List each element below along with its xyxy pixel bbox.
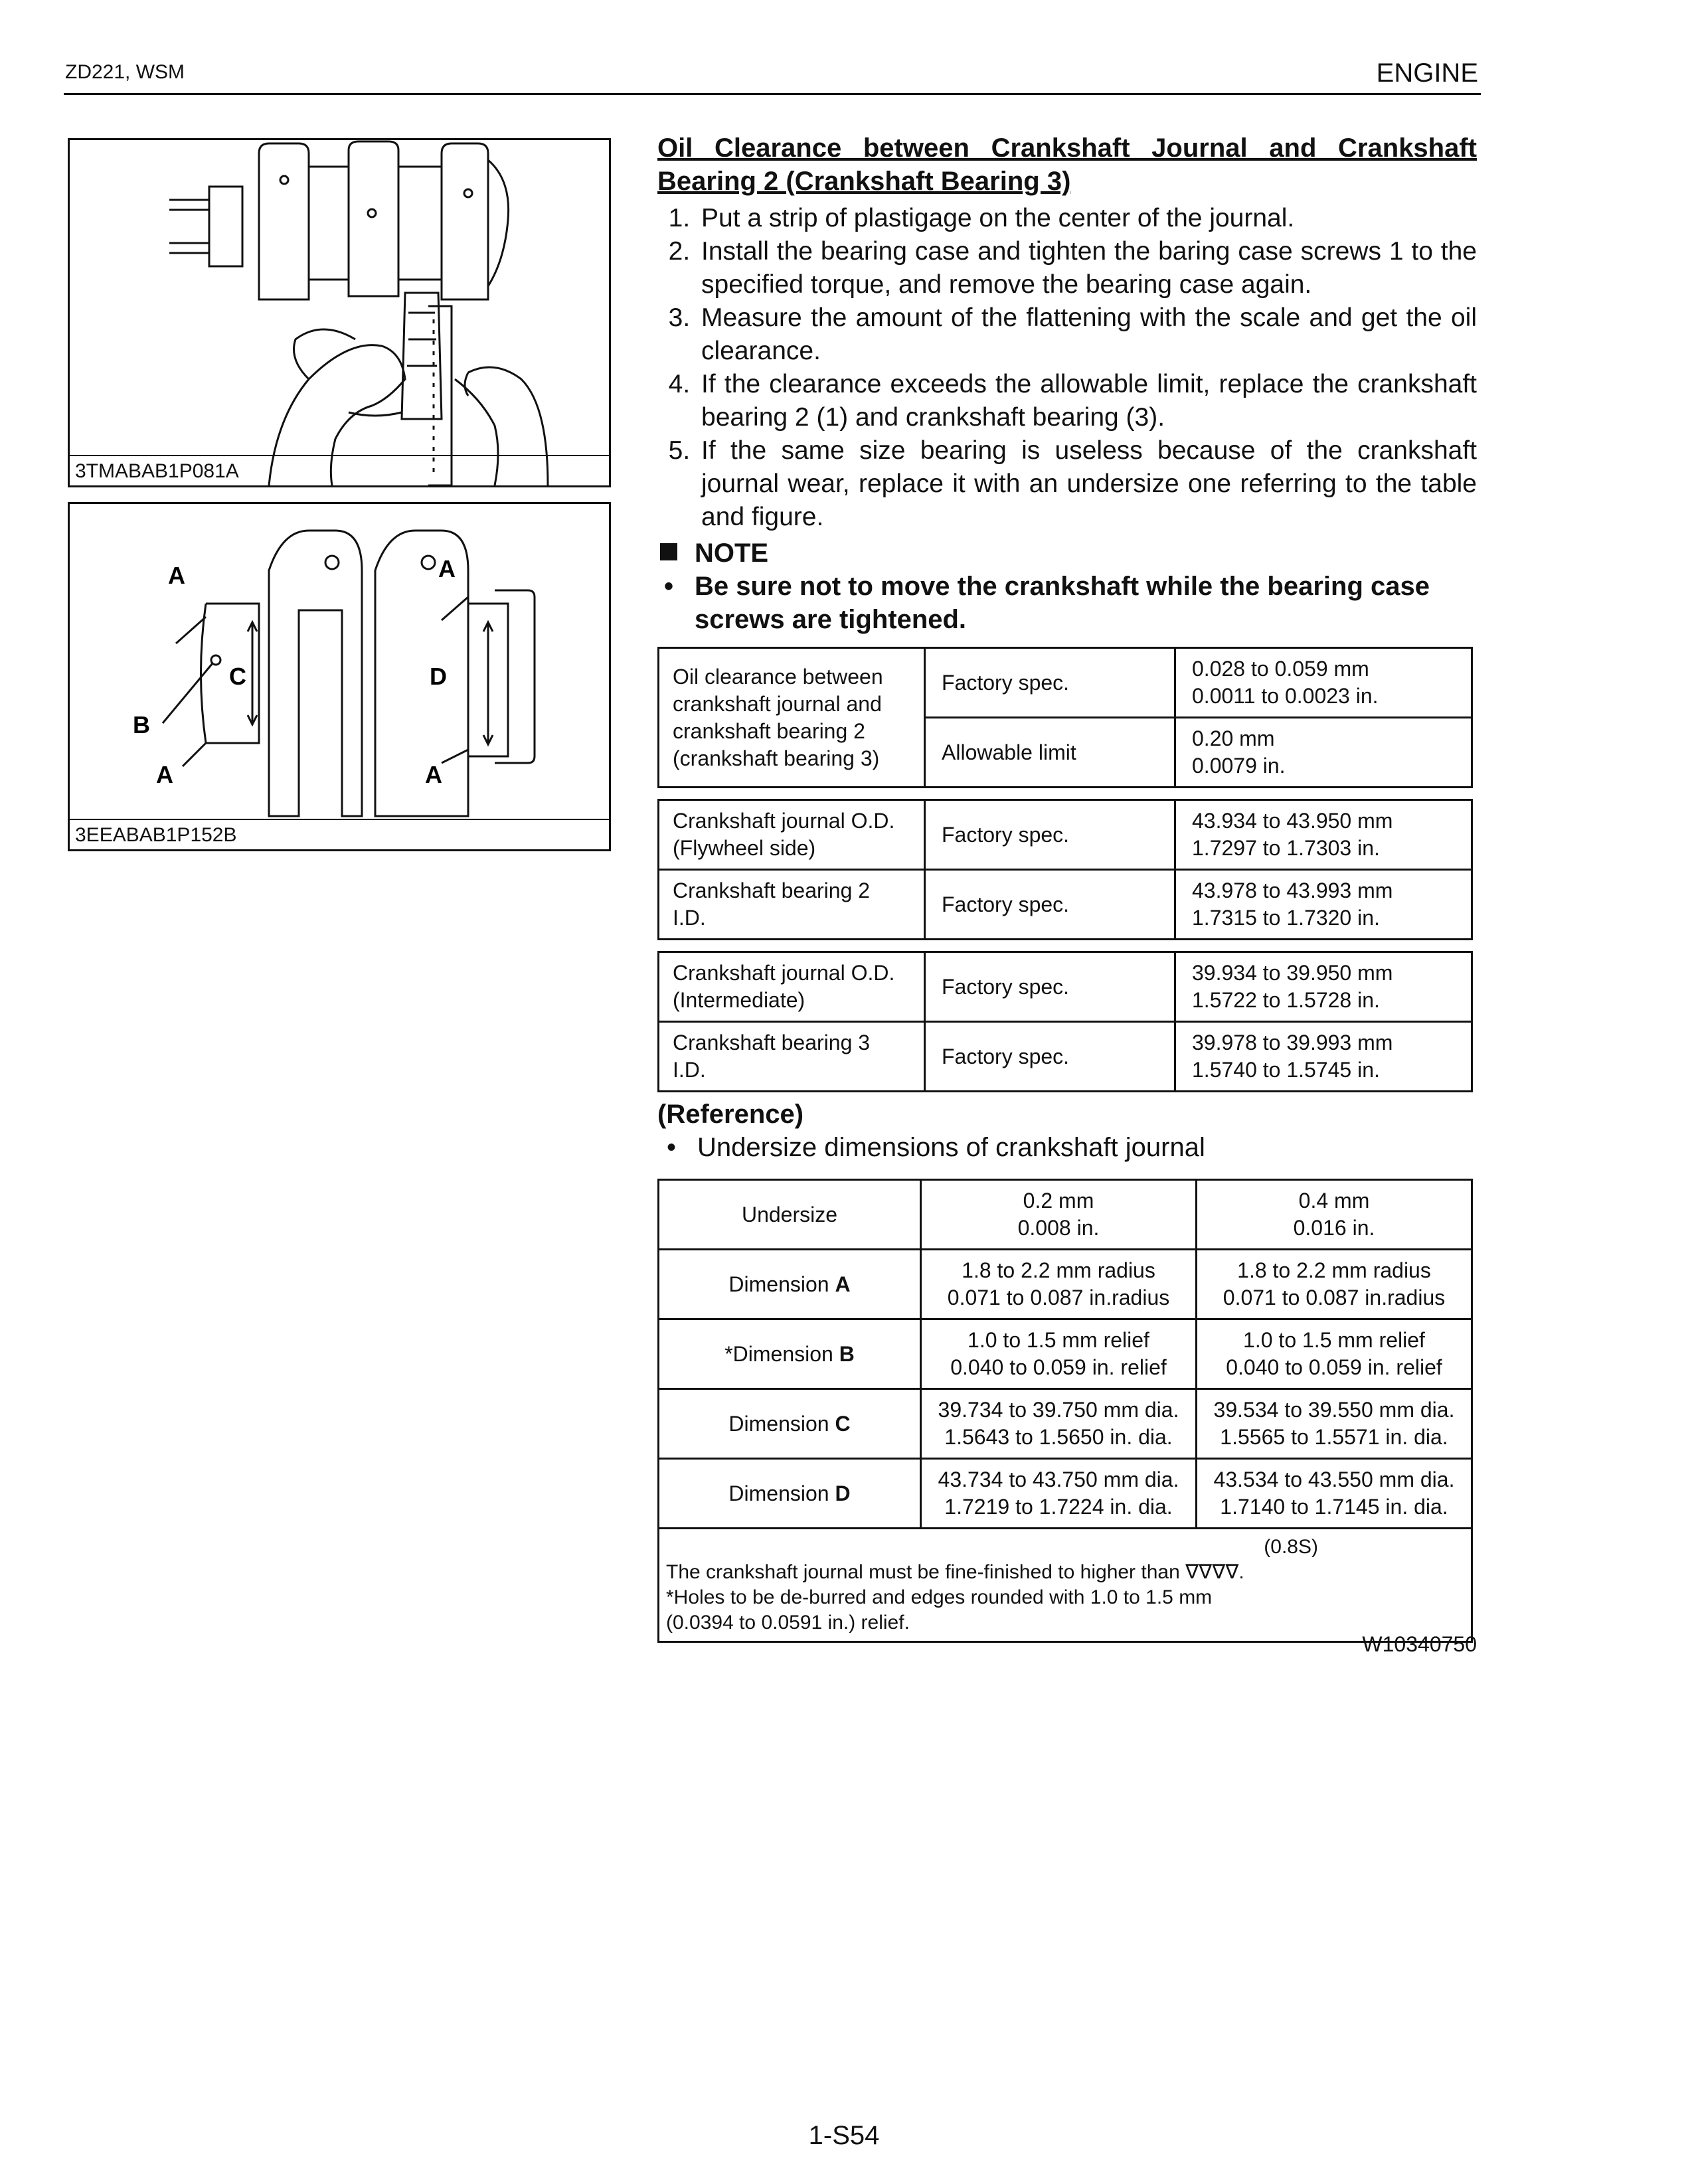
- spec-item: [659, 1022, 925, 1092]
- step-2: 2. Install the bearing case and tighten the baring case screws 1 to the specified torque, and remove the bearing case again.: [697, 235, 1477, 301]
- spec-item-line: Crankshaft journal O.D.: [673, 961, 895, 985]
- cell-line: 39.734 to 39.750 mm dia.: [938, 1398, 1179, 1422]
- step-3: 3. Measure the amount of the flattening with the scale and get the oil clearance.: [697, 301, 1477, 368]
- spec-value-metric: 43.978 to 43.993 mm: [1192, 879, 1393, 902]
- dimension-letter: B: [839, 1341, 855, 1366]
- spec-value-metric: 39.978 to 39.993 mm: [1192, 1031, 1393, 1054]
- table-cell: [1197, 1250, 1472, 1319]
- table-cell: [1197, 1319, 1472, 1389]
- spec-item-line: I.D.: [673, 1058, 706, 1082]
- spec-value-imperial: 1.5740 to 1.5745 in.: [1192, 1058, 1380, 1082]
- reference-text: Undersize dimensions of crankshaft journal: [697, 1133, 1205, 1162]
- spec-label: Factory spec.: [925, 1022, 1175, 1092]
- label-c: C: [229, 663, 246, 690]
- cell-line: 1.5565 to 1.5571 in. dia.: [1220, 1425, 1448, 1449]
- procedure-column: [657, 131, 1477, 1643]
- cell-line: 0.2 mm: [1023, 1189, 1094, 1213]
- footnote-line: The crankshaft journal must be fine-finished to higher than ∇∇∇∇.: [666, 1561, 1244, 1583]
- dimension-name: Dimension: [728, 1481, 835, 1505]
- spec-value-imperial: 1.7315 to 1.7320 in.: [1192, 906, 1380, 930]
- cell-line: 0.071 to 0.087 in.radius: [947, 1286, 1170, 1309]
- bullet-icon: •: [667, 1133, 677, 1162]
- step-4: 4. If the clearance exceeds the allowable limit, replace the crankshaft bearing 2 (1) and crankshaft bearing (3).: [697, 368, 1477, 434]
- cell-line: 1.0 to 1.5 mm relief: [968, 1328, 1149, 1352]
- spec-item: Oil clearance between crankshaft journal and crankshaft bearing 2 (crankshaft bearing 3): [659, 648, 925, 788]
- square-bullet-icon: [660, 543, 677, 560]
- cell-line: 0.040 to 0.059 in. relief: [1226, 1355, 1442, 1379]
- dimension-name: *Dimension: [724, 1341, 839, 1366]
- spec-label: Factory spec.: [925, 800, 1175, 870]
- undersize-col-2: [1197, 1180, 1472, 1250]
- cell-line: 43.734 to 43.750 mm dia.: [938, 1468, 1179, 1491]
- table-row: [659, 870, 1472, 940]
- undersize-label: Undersize: [659, 1180, 921, 1250]
- cell-line: 0.040 to 0.059 in. relief: [950, 1355, 1167, 1379]
- spec-item: [659, 800, 925, 870]
- spec-value: [1175, 870, 1472, 940]
- table-row: [659, 952, 1472, 1022]
- table-row: [659, 1250, 1472, 1319]
- undersize-col-1: [921, 1180, 1197, 1250]
- figure-id: 3EEABAB1P152B: [75, 824, 241, 847]
- dimension-name: Dimension: [728, 1272, 835, 1296]
- table-row: [659, 1459, 1472, 1529]
- spec-value: [1175, 1022, 1472, 1092]
- cell-line: 1.8 to 2.2 mm radius: [1237, 1258, 1431, 1282]
- spec-value-metric: 0.20 mm: [1192, 726, 1275, 750]
- table-cell: [921, 1459, 1197, 1529]
- spec-value-imperial: 1.7297 to 1.7303 in.: [1192, 836, 1380, 860]
- footnote-line: *Holes to be de-burred and edges rounded with 1.0 to 1.5 mm: [666, 1586, 1213, 1608]
- figure-caption-rule: [70, 819, 609, 820]
- spec-value-imperial: 0.0079 in.: [1192, 754, 1286, 778]
- figure-caption-rule: [70, 455, 609, 456]
- spec-item-line: (Intermediate): [673, 988, 805, 1012]
- label-a-bottom-left: A: [156, 761, 173, 788]
- table-cell: [1197, 1459, 1472, 1529]
- spec-value-metric: 39.934 to 39.950 mm: [1192, 961, 1393, 985]
- table-cell: [921, 1389, 1197, 1459]
- spec-value-imperial: 0.0011 to 0.0023 in.: [1192, 684, 1379, 708]
- note-heading-label: NOTE: [695, 539, 769, 568]
- spec-value-metric: 0.028 to 0.059 mm: [1192, 657, 1369, 681]
- table-row: [659, 1389, 1472, 1459]
- label-a-top-left: A: [168, 562, 185, 589]
- spec-value: [1175, 718, 1472, 788]
- table-row: [659, 800, 1472, 870]
- table-row: [659, 1022, 1472, 1092]
- document-code: W10340750: [1362, 1632, 1477, 1656]
- roughness-mark: (0.8S): [1264, 1536, 1318, 1558]
- table-footnote: [659, 1529, 1472, 1642]
- step-1: 1. Put a strip of plastigage on the center of the journal.: [697, 202, 1477, 235]
- spec-value: [1175, 648, 1472, 718]
- cell-line: 1.0 to 1.5 mm relief: [1243, 1328, 1425, 1352]
- spec-label: Factory spec.: [925, 648, 1175, 718]
- spec-item: [659, 952, 925, 1022]
- dimension-name: Dimension: [728, 1411, 835, 1436]
- dimension-label: [659, 1319, 921, 1389]
- spec-value-imperial: 1.5722 to 1.5728 in.: [1192, 988, 1380, 1012]
- cell-line: 43.534 to 43.550 mm dia.: [1213, 1468, 1455, 1491]
- cell-line: 0.071 to 0.087 in.radius: [1223, 1286, 1446, 1309]
- figure-id: 3TMABAB1P081A: [75, 460, 243, 483]
- spec-item-line: I.D.: [673, 906, 706, 930]
- table-row: [659, 1319, 1472, 1389]
- crankshaft-dimension-diagram: [70, 504, 609, 849]
- header-model: ZD221, WSM: [65, 61, 185, 83]
- flywheel-side-table: [657, 799, 1473, 940]
- cell-line: 39.534 to 39.550 mm dia.: [1213, 1398, 1455, 1422]
- cell-line: 1.5643 to 1.5650 in. dia.: [944, 1425, 1173, 1449]
- spec-value: [1175, 952, 1472, 1022]
- table-row: [659, 648, 1472, 718]
- spec-item-line: Crankshaft journal O.D.: [673, 809, 895, 833]
- step-5: 5. If the same size bearing is useless because of the crankshaft journal wear, replace it with an undersize one referring to the table and figure.: [697, 434, 1477, 534]
- label-a-bottom-right: A: [425, 761, 442, 788]
- spec-value: [1175, 800, 1472, 870]
- table-header-row: [659, 1180, 1472, 1250]
- cell-line: 1.7219 to 1.7224 in. dia.: [944, 1495, 1173, 1519]
- table-cell: [921, 1250, 1197, 1319]
- spec-value-metric: 43.934 to 43.950 mm: [1192, 809, 1393, 833]
- dimension-letter: C: [835, 1411, 851, 1436]
- cell-line: 0.008 in.: [1017, 1216, 1100, 1240]
- cell-line: 0.4 mm: [1298, 1189, 1370, 1213]
- footnote-line: (0.0394 to 0.0591 in.) relief.: [666, 1612, 910, 1634]
- note-item: [657, 570, 1477, 636]
- note-text: Be sure not to move the crankshaft while the bearing case screws are tightened.: [695, 572, 1430, 634]
- procedure-steps: [657, 202, 1477, 534]
- crankshaft-measurement-illustration: [70, 140, 609, 485]
- spec-label: Factory spec.: [925, 952, 1175, 1022]
- header-rule: [64, 93, 1481, 95]
- reference-item: [657, 1131, 1477, 1164]
- table-footnote-row: [659, 1529, 1472, 1642]
- dimension-label: [659, 1389, 921, 1459]
- cell-line: 0.016 in.: [1293, 1216, 1375, 1240]
- intermediate-table: [657, 951, 1473, 1092]
- reference-heading: (Reference): [657, 1100, 804, 1129]
- cell-line: 1.8 to 2.2 mm radius: [962, 1258, 1155, 1282]
- dimension-label: [659, 1250, 921, 1319]
- page-number: 1-S54: [808, 2121, 880, 2150]
- spec-item-line: (Flywheel side): [673, 836, 816, 860]
- cell-line: 1.7140 to 1.7145 in. dia.: [1220, 1495, 1448, 1519]
- bullet-icon: •: [664, 572, 674, 601]
- label-d: D: [430, 663, 447, 690]
- spec-item-line: Crankshaft bearing 3: [673, 1031, 871, 1054]
- dimension-letter: D: [835, 1481, 851, 1505]
- header-section: ENGINE: [1376, 58, 1478, 88]
- dimension-letter: A: [835, 1272, 851, 1296]
- oil-clearance-table: [657, 647, 1473, 788]
- note-heading: [657, 537, 1477, 570]
- section-title: Oil Clearance between Crankshaft Journal and Crankshaft Bearing 2 (Crankshaft Bearing 3): [657, 133, 1477, 196]
- spec-label: Factory spec.: [925, 870, 1175, 940]
- spec-item: [659, 870, 925, 940]
- undersize-table: [657, 1179, 1473, 1643]
- figure-plastigage-measurement: [68, 138, 611, 487]
- spec-label: Allowable limit: [925, 718, 1175, 788]
- label-a-top-right: A: [438, 555, 456, 582]
- figure-undersize-dimensions: [68, 502, 611, 851]
- label-b: B: [133, 711, 150, 738]
- dimension-label: [659, 1459, 921, 1529]
- table-cell: [1197, 1389, 1472, 1459]
- table-cell: [921, 1319, 1197, 1389]
- spec-item-line: Crankshaft bearing 2: [673, 879, 871, 902]
